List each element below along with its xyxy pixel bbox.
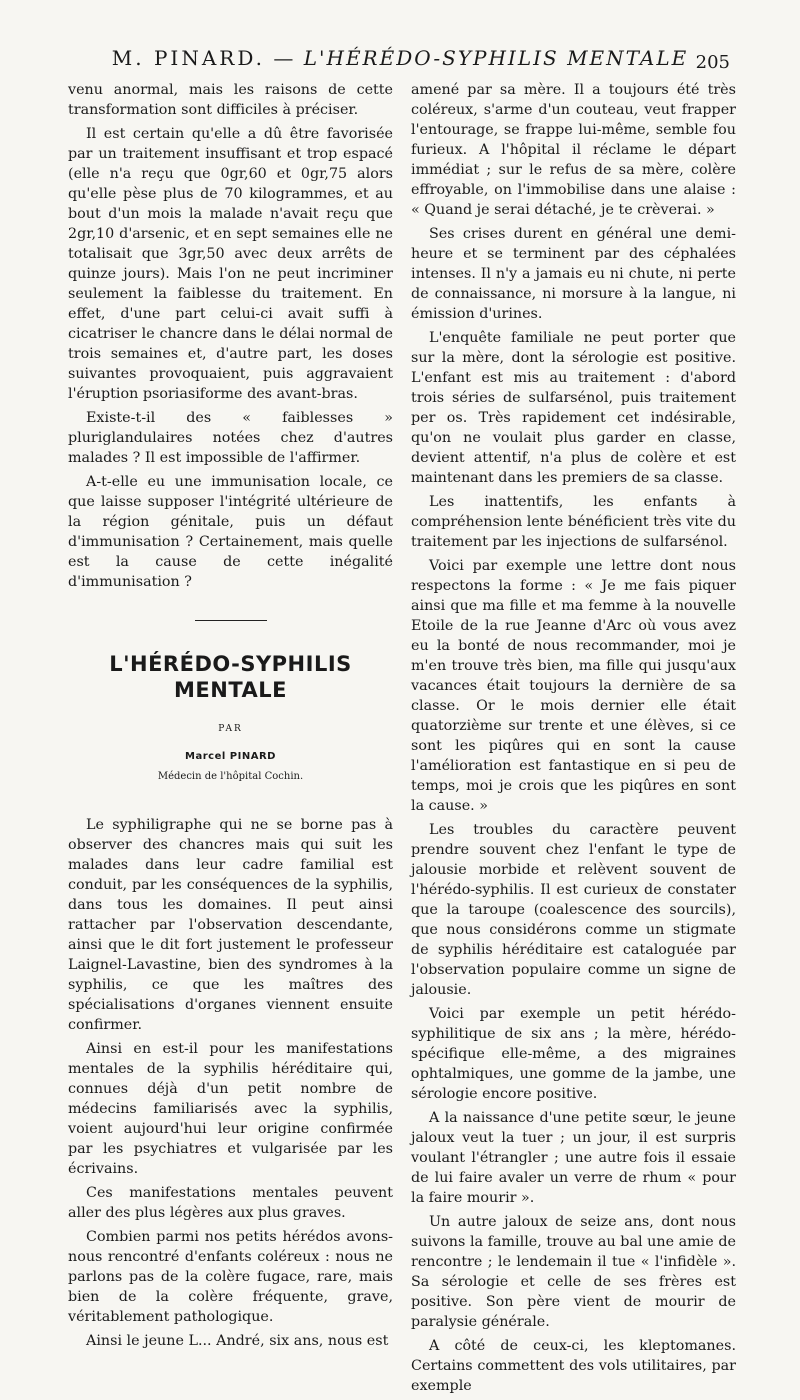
paragraph: A la naissance d'une petite sœur, le jeune jaloux veut la tuer ; un jour, il est surpris voulant l'étrangler ; une autre fois il essaie de lui faire avaler un verre de rhum « pour la faire mourir ». (411, 1110, 736, 1206)
running-header (0, 46, 800, 70)
paragraph: Ainsi le jeune L... André, six ans, nous est (86, 1333, 389, 1349)
paragraph: Ainsi en est-il pour les manifestations mentales de la syphilis héréditaire qui, connues déjà d'un petit nombre de médecins familiarisés avec la syphilis, voient aujourd'hui leur origine confirmée par les psychiatres et vulgarisée par les écrivains. (68, 1041, 393, 1177)
header-dash: — (273, 46, 296, 70)
paragraph: Ces manifestations mentales peuvent aller des plus légères aux plus graves. (68, 1185, 393, 1221)
paragraph: L'enquête familiale ne peut porter que sur la mère, dont la sérologie est positive. L'enfant est mis au traitement : d'abord trois séries de sulfarsénol, puis traitement per os. Très rapidement cet indésirable, qu'on ne voulait plus garder en classe, devient attentif, n'a plus de colère et est maintenant dans les premiers de sa classe. (411, 330, 736, 486)
paragraph: Ses crises durent en général une demi-heure et se terminent par des céphalées intenses. Il n'y a jamais eu ni chute, ni perte de connaissance, ni morsure à la langue, ni émission d'urines. (411, 226, 736, 322)
paragraph: Voici par exemple un petit hérédo-syphilitique de six ans ; la mère, hérédo-spécifique elle-même, a des migraines ophtalmiques, une gomme de la jambe, une sérologie encore positive. (411, 1006, 736, 1102)
paragraph: Combien parmi nos petits hérédos avons-nous rencontré d'enfants coléreux : nous ne parlons pas de la colère fugace, rare, mais bien de la colère fréquente, grave, véritablement pathologique. (68, 1229, 393, 1325)
paragraph: Existe-t-il des « faiblesses » pluriglandulaires notées chez d'autres malades ? Il est impossible de l'affirmer. (68, 410, 393, 466)
section-divider (195, 620, 267, 621)
byline-par: PAR (218, 724, 243, 734)
right-column (411, 80, 736, 1400)
paragraph: amené par sa mère. Il a toujours été très coléreux, s'arme d'un couteau, veut frapper l'entourage, se frappe lui-même, semble fou furieux. A l'hôpital il réclame le départ immédiat ; sur le refus de sa mère, colère effroyable, on l'immobilise dans une alaise : « Quand je serai détaché, je te crèverai. » (411, 82, 736, 218)
page-number: 205 (695, 52, 730, 73)
header-author: M. PINARD. (111, 46, 265, 70)
paragraph: Les troubles du caractère peuvent prendre souvent chez l'enfant le type de jalousie morbide et relèvent souvent de l'hérédo-syphilis. Il est curieux de constater que la taroupe (coalescence des sourcils), que nous considérons comme un stigmate de syphilis héréditaire est cataloguée par l'observation populaire comme un signe de jalousie. (411, 822, 736, 998)
paragraph: Les inattentifs, les enfants à compréhension lente bénéficient très vite du traitement par les injections de sulfarsénol. (411, 494, 736, 550)
paragraph: Un autre jaloux de seize ans, dont nous suivons la famille, trouve au bal une amie de rencontre ; le lendemain il tue « l'infidèle ». Sa sérologie et celle de ses frères est positive. Son père vient de mourir de paralysie générale. (411, 1214, 736, 1330)
header-title: L'HÉRÉDO-SYPHILIS MENTALE (303, 46, 689, 70)
author-affiliation: Médecin de l'hôpital Cochin. (157, 771, 304, 782)
paragraph: A-t-elle eu une immunisation locale, ce que laisse supposer l'intégrité ultérieure de la région génitale, puis un défaut d'immunisation ? Certainement, mais quelle est la cause de cette inégalité d'immunisation ? (68, 474, 393, 590)
article-title (68, 651, 393, 703)
paragraph: Il est certain qu'elle a dû être favorisée par un traitement insuffisant et trop espacé (elle n'a reçu que 0gr,60 et 0gr,75 alors qu'elle pèse plus de 70 kilogrammes, et au bout d'un mois la malade n'avait reçu que 2gr,10 d'arsenic, et en sept semaines elle ne totalisait que 3gr,50 avec deux arrêts de quinze jours). Mais l'on ne peut incriminer seulement la faiblesse du traitement. En effet, d'une part celui-ci avait suffi à cicatriser le chancre dans le délai normal de trois semaines et, d'autre part, les doses suivantes provoquaient, puis aggravaient l'éruption psoriasiforme des avant-bras. (68, 126, 393, 402)
paragraph: Voici par exemple une lettre dont nous respectons la forme : « Je me fais piquer ainsi que ma fille et ma femme à la nouvelle Etoile de la rue Jeanne d'Arc où vous avez eu la bonté de nous recommander, moi je m'en trouve très bien, ma fille qui jusqu'aux vacances était toujours la dernière de sa classe. Or le mois dernier elle était quatorzième sur trente et une élèves, si ce sont les piqûres qui en sont la cause l'amélioration est fantastique en si peu de temps, moi je crois que les piqûres en sont la cause. » (411, 558, 736, 814)
paragraph: A côté de ceux-ci, les kleptomanes. Certains commettent des vols utilitaires, par exemple (411, 1338, 736, 1394)
left-column (68, 80, 393, 1355)
article-title-line: L'HÉRÉDO-SYPHILIS (109, 652, 352, 676)
paragraph: Le syphiligraphe qui ne se borne pas à observer des chancres mais qui suit les malades dans leur cadre familial est conduit, par les conséquences de la syphilis, dans tous les domaines. Il peut ainsi rattacher par l'observation descendante, ainsi que le dit fort justement le professeur Laignel-Lavastine, bien des syndromes à la syphilis, ce que les maîtres des spécialisations d'organes viennent ensuite confirmer. (68, 817, 393, 1033)
author-name: Marcel PINARD (185, 751, 276, 762)
article-title-line: MENTALE (174, 678, 287, 702)
paragraph: venu anormal, mais les raisons de cette transformation sont difficiles à préciser. (68, 82, 393, 118)
